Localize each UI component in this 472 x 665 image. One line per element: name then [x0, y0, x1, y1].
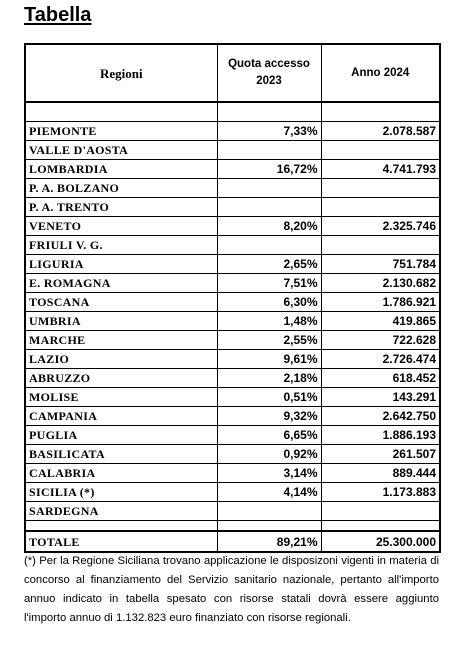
quota-value: 2,55% — [217, 331, 321, 350]
anno-value: 2.325.746 — [321, 217, 440, 236]
spacer-row — [25, 102, 440, 122]
quota-value: 8,20% — [217, 217, 321, 236]
table-row — [25, 236, 440, 255]
quota-value — [217, 141, 321, 160]
region-name: UMBRIA — [25, 312, 217, 331]
table-header-row — [25, 44, 440, 102]
table-row — [25, 464, 440, 483]
header-quota-line1: Quota accesso — [228, 58, 310, 70]
quota-value: 9,32% — [217, 407, 321, 426]
table-row — [25, 331, 440, 350]
quota-value: 3,14% — [217, 464, 321, 483]
region-name: VENETO — [25, 217, 217, 236]
table-row — [25, 217, 440, 236]
quota-value: 4,14% — [217, 483, 321, 502]
anno-value: 2.078.587 — [321, 122, 440, 141]
quota-value: 7,51% — [217, 274, 321, 293]
table-row — [25, 388, 440, 407]
table-row — [25, 198, 440, 217]
table-row — [25, 350, 440, 369]
region-name: FRIULI V. G. — [25, 236, 217, 255]
region-name: PUGLIA — [25, 426, 217, 445]
region-name: ABRUZZO — [25, 369, 217, 388]
table-row — [25, 407, 440, 426]
anno-value: 2.642.750 — [321, 407, 440, 426]
region-name: LIGURIA — [25, 255, 217, 274]
total-row — [25, 531, 440, 552]
anno-value: 419.865 — [321, 312, 440, 331]
anno-value: 1.786.921 — [321, 293, 440, 312]
total-label: TOTALE — [25, 531, 217, 552]
total-quota: 89,21% — [217, 531, 321, 552]
anno-value — [321, 141, 440, 160]
allocation-table — [24, 43, 441, 553]
header-anno-2024: Anno 2024 — [321, 44, 440, 102]
anno-value — [321, 502, 440, 521]
region-name: MARCHE — [25, 331, 217, 350]
region-name: CALABRIA — [25, 464, 217, 483]
quota-value: 2,65% — [217, 255, 321, 274]
anno-value: 1.886.193 — [321, 426, 440, 445]
anno-value: 618.452 — [321, 369, 440, 388]
region-name: PIEMONTE — [25, 122, 217, 141]
quota-value — [217, 236, 321, 255]
anno-value: 143.291 — [321, 388, 440, 407]
anno-value — [321, 179, 440, 198]
region-name: VALLE D'AOSTA — [25, 141, 217, 160]
region-name: TOSCANA — [25, 293, 217, 312]
region-name: P. A. TRENTO — [25, 198, 217, 217]
anno-value: 751.784 — [321, 255, 440, 274]
region-name: CAMPANIA — [25, 407, 217, 426]
table-row — [25, 369, 440, 388]
anno-value: 2.130.682 — [321, 274, 440, 293]
region-name: E. ROMAGNA — [25, 274, 217, 293]
table-row — [25, 426, 440, 445]
table-row — [25, 502, 440, 521]
quota-value — [217, 502, 321, 521]
anno-value: 722.628 — [321, 331, 440, 350]
anno-value — [321, 236, 440, 255]
table-row — [25, 445, 440, 464]
table-row — [25, 122, 440, 141]
quota-value: 9,61% — [217, 350, 321, 369]
region-name: SARDEGNA — [25, 502, 217, 521]
header-quota-accesso — [217, 44, 321, 102]
table-row — [25, 293, 440, 312]
table-row — [25, 483, 440, 502]
table-row — [25, 160, 440, 179]
anno-value: 2.726.474 — [321, 350, 440, 369]
total-anno: 25.300.000 — [321, 531, 440, 552]
region-name: LOMBARDIA — [25, 160, 217, 179]
quota-value: 0,92% — [217, 445, 321, 464]
quota-value: 7,33% — [217, 122, 321, 141]
header-regioni: Regioni — [25, 44, 217, 102]
region-name: P. A. BOLZANO — [25, 179, 217, 198]
region-name: SICILIA (*) — [25, 483, 217, 502]
table-row — [25, 274, 440, 293]
quota-value: 6,30% — [217, 293, 321, 312]
footnote: (*) Per la Regione Siciliana trovano applicazione le disposizoni vigenti in materia di concorso al finanziamento del Servizio sanitario nazionale, pertanto all'importo annuo indicato in tabella spesato con risorse statali dovrà essere aggiunto l'importo annuo di 1.132.823 euro finanziato con risorse regionali. — [24, 555, 439, 624]
anno-value — [321, 198, 440, 217]
table-row — [25, 255, 440, 274]
table-body — [25, 102, 440, 521]
table-row — [25, 141, 440, 160]
quota-value — [217, 179, 321, 198]
region-name: BASILICATA — [25, 445, 217, 464]
anno-value: 889.444 — [321, 464, 440, 483]
region-name: LAZIO — [25, 350, 217, 369]
table-row — [25, 179, 440, 198]
anno-value: 261.507 — [321, 445, 440, 464]
anno-value: 4.741.793 — [321, 160, 440, 179]
quota-value: 6,65% — [217, 426, 321, 445]
quota-value: 0,51% — [217, 388, 321, 407]
quota-value: 1,48% — [217, 312, 321, 331]
separator-row — [25, 521, 440, 532]
table-row — [25, 312, 440, 331]
header-quota-line2: 2023 — [256, 75, 282, 87]
quota-value: 2,18% — [217, 369, 321, 388]
region-name: MOLISE — [25, 388, 217, 407]
anno-value: 1.173.883 — [321, 483, 440, 502]
quota-value: 16,72% — [217, 160, 321, 179]
document-title: Tabella — [24, 4, 92, 26]
quota-value — [217, 198, 321, 217]
